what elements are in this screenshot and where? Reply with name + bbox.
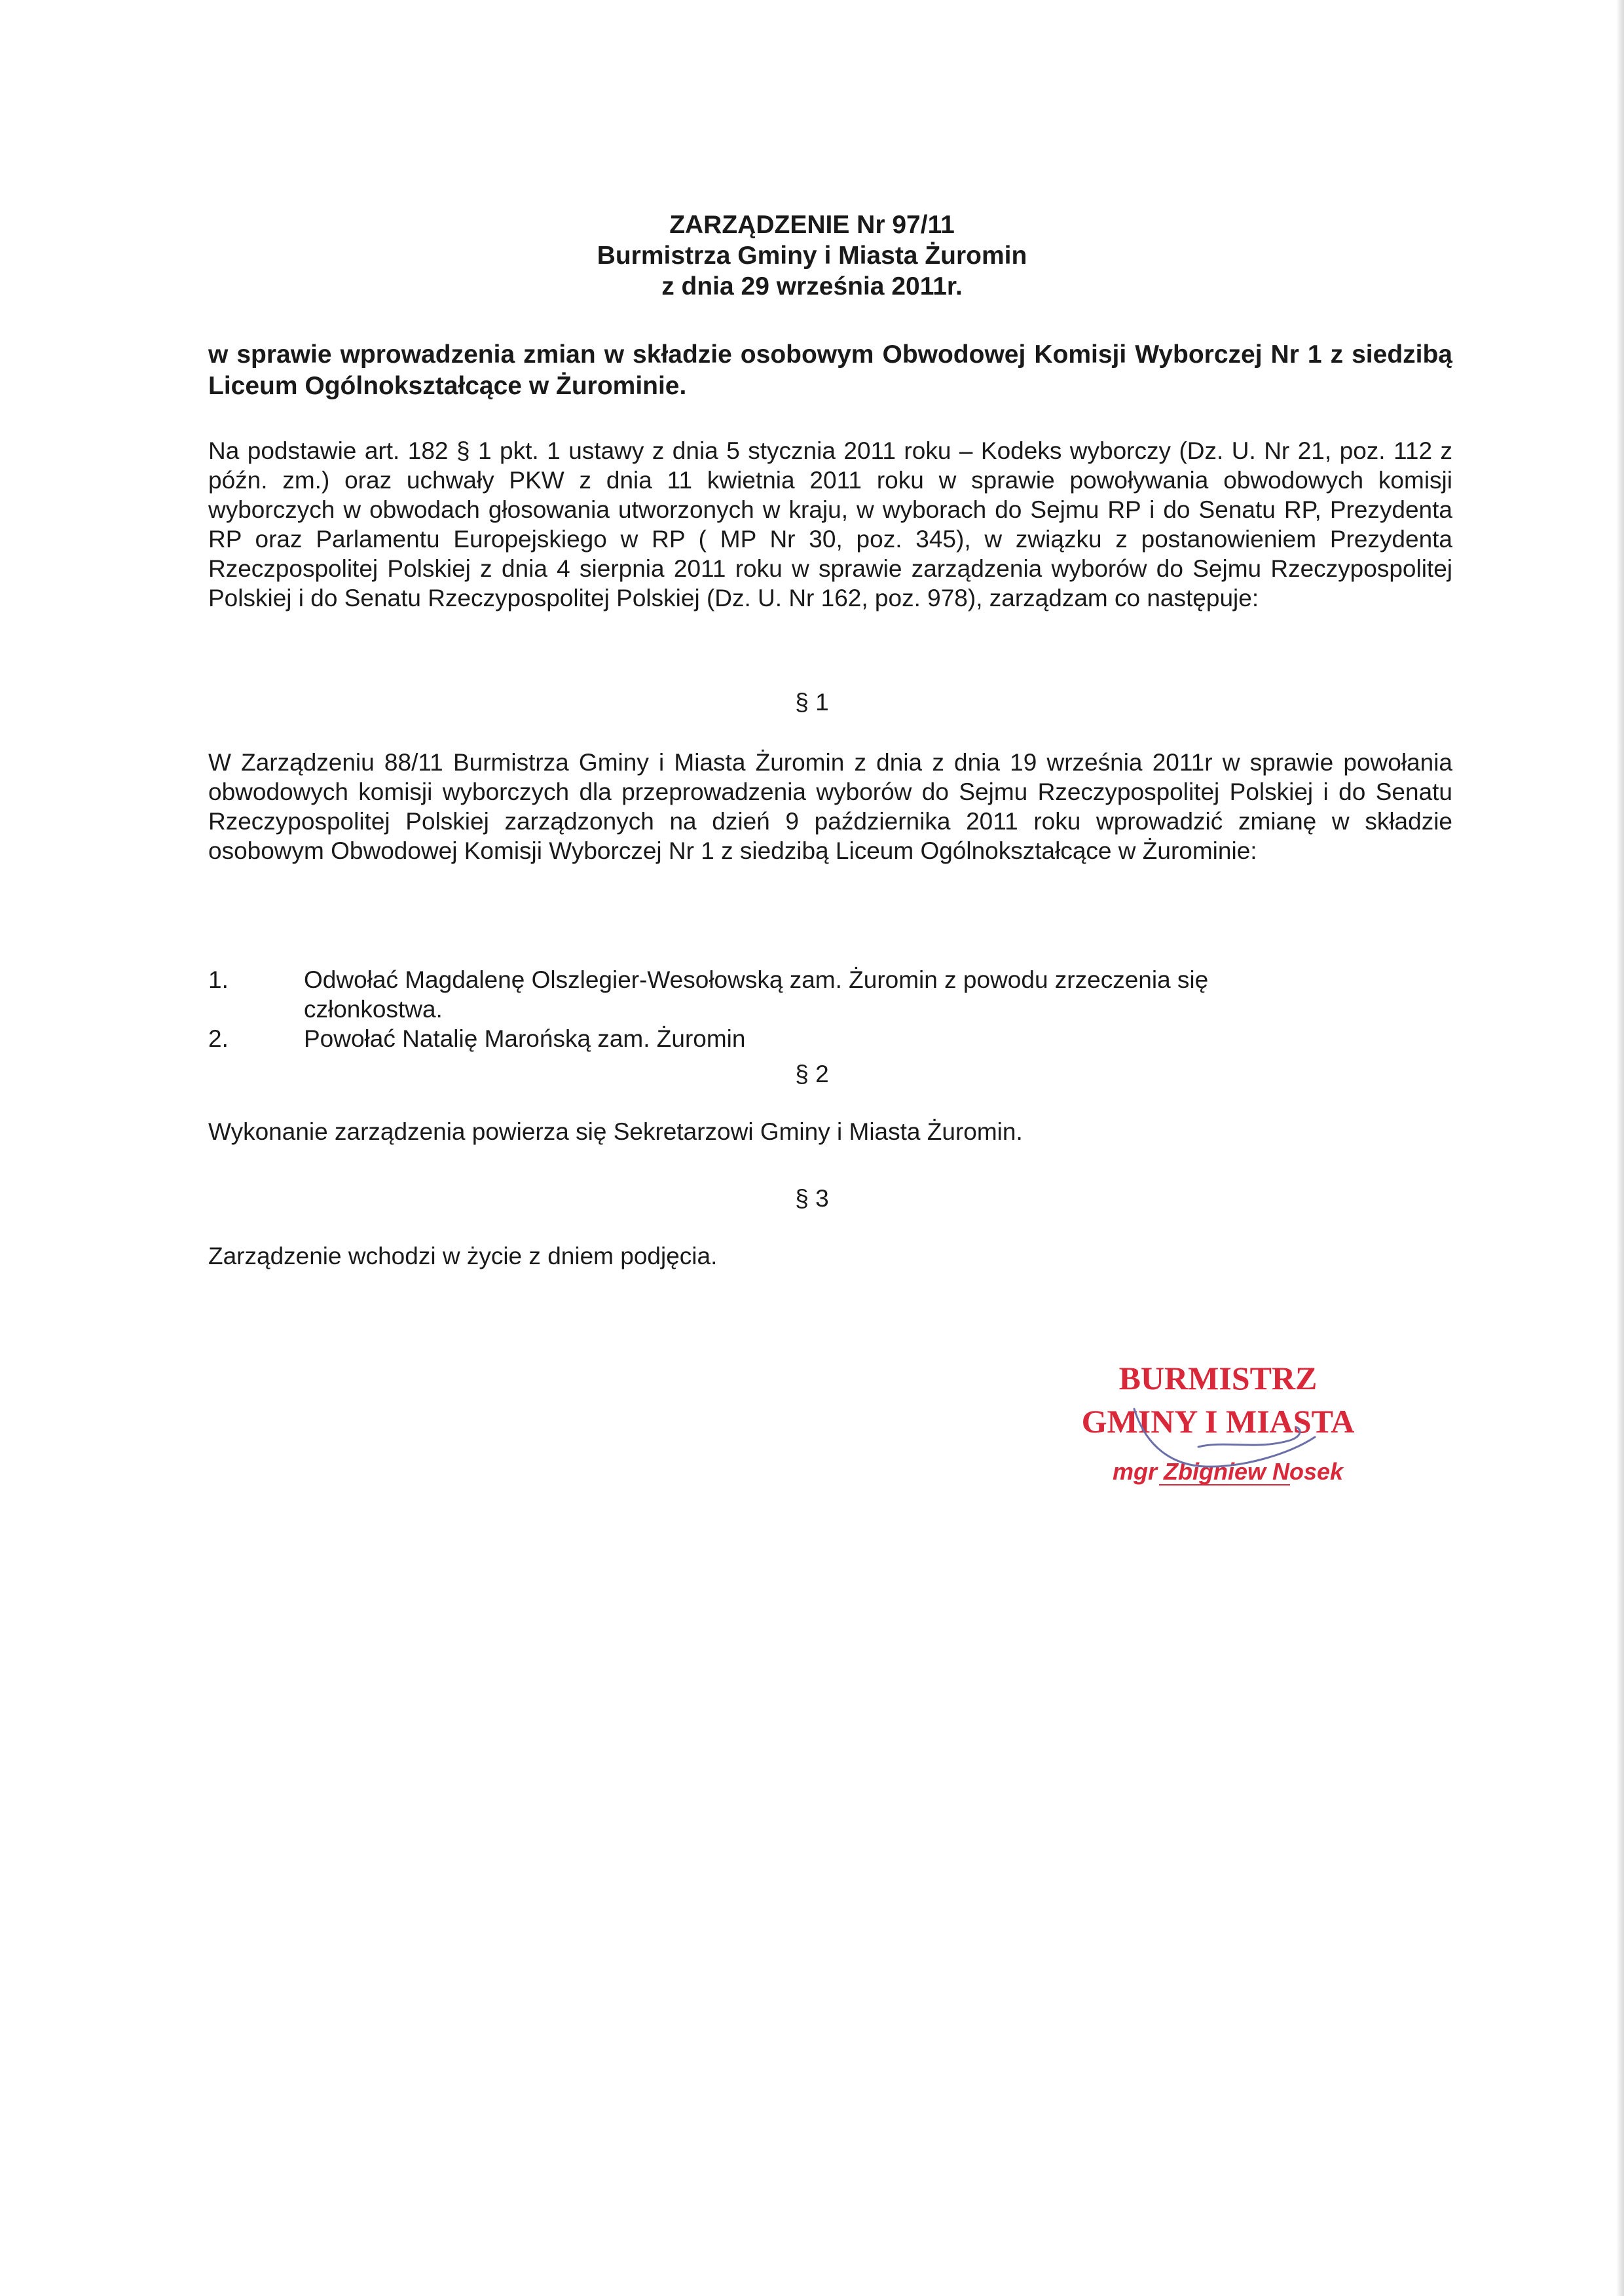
list-item-number: 2. — [208, 1025, 229, 1052]
stamp-line-3: mgr Zbigniew Nosek — [1112, 1458, 1344, 1485]
stamp-line-1: BURMISTRZ — [1118, 1360, 1318, 1396]
section-2-mark: § 2 — [795, 1061, 829, 1087]
stamp-line-2: GMINY I MIASTA — [1081, 1403, 1355, 1440]
section-3-mark: § 3 — [795, 1185, 829, 1212]
document-date: z dnia 29 września 2011r. — [661, 272, 963, 301]
list-item-text: Odwołać Magdalenę Olszlegier-Wesołowską zam. Żuromin z powodu zrzeczenia się członkostwa. — [304, 966, 1209, 1023]
mayor-stamp-signature — [1074, 1349, 1362, 1499]
list-item-number: 1. — [208, 966, 229, 993]
section-1-text: W Zarządzeniu 88/11 Burmistrza Gminy i Miasta Żuromin z dnia z dnia 19 września 2011r w sprawie powołania obwodowych komisji wyborczych dla przeprowadzenia wyborów do Sejmu Rzeczypospolitej Polskiej i do Senatu Rzeczypospolitej Polskiej zarządzonych na dzień 9 października 2011 roku wprowadzić zmianę w składzie osobowym Obwodowej Komisji Wyborczej Nr 1 z siedzibą Liceum Ogólnokształcące w Żurominie: — [208, 749, 1452, 864]
list-item — [208, 965, 1452, 1024]
list-item-text: Powołać Natalię Marońską zam. Żuromin — [304, 1025, 746, 1052]
document-subject: w sprawie wprowadzenia zmian w składzie osobowym Obwodowej Komisji Wyborczej Nr 1 z siedzibą Liceum Ogólnokształcące w Żurominie. — [208, 340, 1452, 400]
section-1-list — [208, 965, 1452, 1053]
section-3-text: Zarządzenie wchodzi w życie z dniem podjęcia. — [208, 1243, 718, 1269]
document-issuer: Burmistrza Gminy i Miasta Żuromin — [597, 242, 1027, 270]
document-title: ZARZĄDZENIE Nr 97/11 — [669, 211, 955, 239]
document-header — [0, 210, 1624, 302]
section-1-mark: § 1 — [795, 689, 829, 716]
scan-page-edge — [1616, 0, 1624, 2296]
legal-basis-paragraph: Na podstawie art. 182 § 1 pkt. 1 ustawy z dnia 5 stycznia 2011 roku – Kodeks wyborczy (Dz. U. Nr 21, poz. 112 z późn. zm.) oraz uchwały PKW z dnia 11 kwietnia 2011 roku w sprawie powoływania obwodowych komisji wyborczych w obwodach głosowania utworzonych w kraju, w wyborach do Sejmu RP i do Senatu RP, Prezydenta RP oraz Parlamentu Europejskiego w RP ( MP Nr 30, poz. 345), w związku z postanowieniem Prezydenta Rzeczpospolitej Polskiej z dnia 4 sierpnia 2011 roku w sprawie zarządzenia wyborów do Sejmu Rzeczypospolitej Polskiej i do Senatu Rzeczypospolitej Polskiej (Dz. U. Nr 162, poz. 978), zarządzam co następuje: — [208, 437, 1452, 611]
section-2-text: Wykonanie zarządzenia powierza się Sekretarzowi Gminy i Miasta Żuromin. — [208, 1118, 1023, 1145]
list-item — [208, 1024, 1452, 1053]
